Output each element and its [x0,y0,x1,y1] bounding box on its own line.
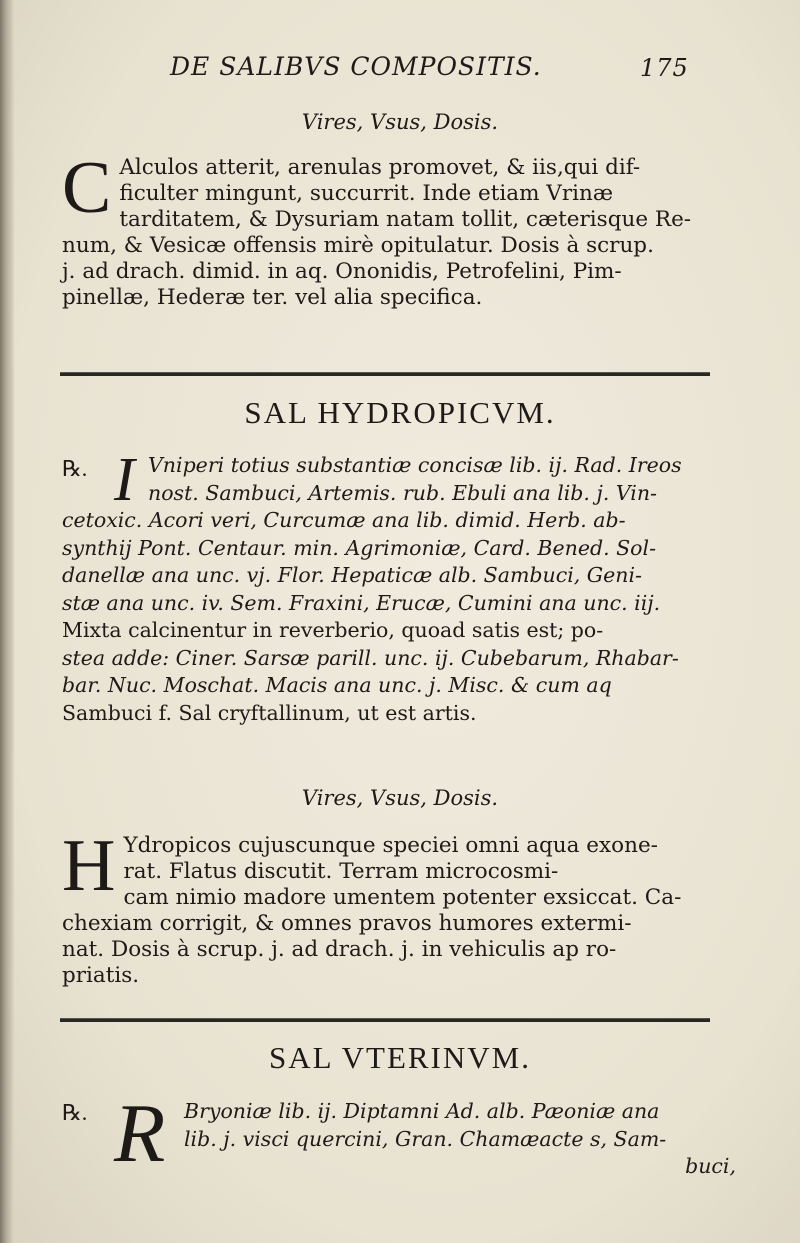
text-line: Ydropicos cujuscunque speciei omni aqua exone- [123,833,658,858]
running-head-title: DE SALIBVS COMPOSITIS. [170,52,542,81]
recipe-line: cetoxic. Acori veri, Curcumæ ana lib. dimid. Herb. ab- [62,508,626,532]
recipe-symbol: ℞. [62,1100,88,1125]
text-line: num, & Vesicæ offensis mirè opitulatur. Dosis à scrup. [62,233,654,258]
text-line: j. ad drach. dimid. in aq. Ononidis, Petrofelini, Pim- [62,259,622,284]
heading-sal-uterinum: SAL VTERINVM. [269,1040,531,1075]
recipe-line: bar. Nuc. Moschat. Macis ana unc. j. Misc. & cum aq [62,673,612,697]
section-subhead-vires: Vires, Vsus, Dosis. [301,110,499,134]
text-line: pinellæ, Hederæ ter. vel alia specifica. [62,285,483,310]
recipe-line: Mixta calcinentur in reverberio, quoad satis est; po- [62,618,604,642]
recipe-line: stea adde: Ciner. Sarsæ parill. unc. ij. Cubebarum, Rhabar- [62,645,679,670]
recipe-line: buci, [685,1154,736,1178]
section-divider-rule [60,1018,710,1022]
dropcap-r: R [114,1087,166,1180]
recipe-line: stæ ana unc. iv. Sem. Fraxini, Erucæ, Cumini ana unc. iij. [62,590,661,615]
page-number: 175 [640,54,689,82]
text-line: Alculos atterit, arenulas promovet, & iis,qui dif- [119,155,641,180]
paragraph-hydropicos [62,825,732,989]
paragraph-sal-calculos [62,147,732,311]
recipe-line: lib. j. visci quercini, Gran. Chamæacte s, Sam- [184,1126,667,1151]
recipe-line: Bryoniæ lib. ij. Diptamni Ad. alb. Pæoniæ ana [184,1099,660,1123]
text-line: nat. Dosis à scrup. j. ad drach. j. in vehiculis ap ro- [62,937,617,962]
text-line: rat. Flatus discutit. Terram microcosmi- [123,859,559,884]
section-subhead-vires-2: Vires, Vsus, Dosis. [301,786,499,810]
text-line: chexiam corrigit, & omnes pravos humores extermi- [62,911,632,936]
recipe-line: Vniperi totius substantiæ concisæ lib. ij. Rad. Ireos [148,453,682,477]
recipe-line: synthij Pont. Centaur. min. Agrimoniæ, Card. Bened. Sol- [62,535,656,560]
section-divider-rule [60,372,710,376]
text-line: ficulter mingunt, succurrit. Inde etiam Vrinæ [119,181,614,206]
text-line: tarditatem, & Dysuriam natam tollit, cæterisque Re- [119,207,692,232]
dropcap-h: H [62,825,116,907]
recipe-line: Sambuci f. Sal cryftallinum, ut est artis. [62,700,477,725]
recipe-symbol: ℞. [62,456,88,481]
dropcap-c: C [62,147,112,229]
recipe-line: danellæ ana unc. vj. Flor. Hepaticæ alb. Sambuci, Geni- [62,563,642,587]
heading-sal-hydropicum: SAL HYDROPICVM. [244,395,556,430]
text-line: cam nimio madore umentem potenter exsiccat. Ca- [123,885,682,910]
text-line: priatis. [62,963,140,988]
dropcap-i: I [114,446,135,514]
recipe-uterinum [114,1087,736,1181]
recipe-hydropicum [62,446,736,727]
recipe-line: nost. Sambuci, Artemis. rub. Ebuli ana lib. j. Vin- [148,480,657,505]
